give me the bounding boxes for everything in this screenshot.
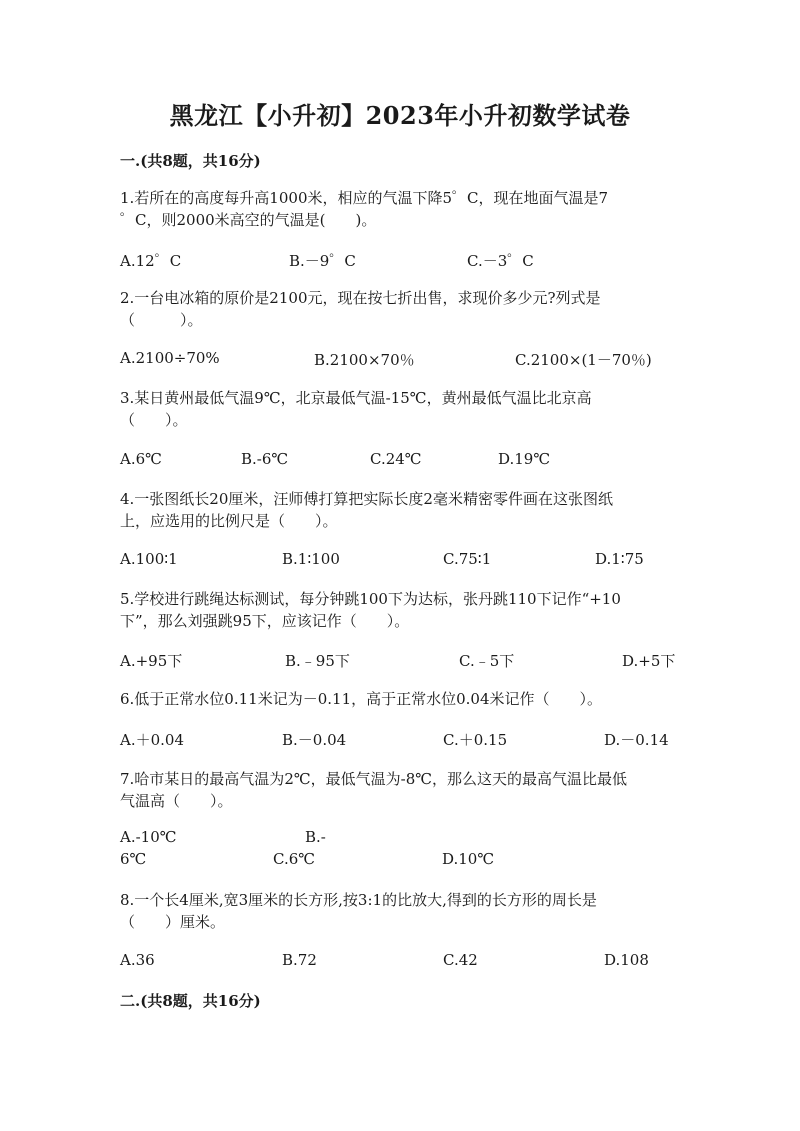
question-7-line-2: 气温高（ ）。 [120, 792, 233, 810]
question-6-option-b: B.－0.04 [282, 731, 347, 749]
question-8-option-d: D.108 [604, 951, 649, 969]
question-5-line-1: 5.学校进行跳绳达标测试，每分钟跳100下为达标，张丹跳110下记作“+10 [120, 590, 621, 608]
question-1-option-c: C.－3゜C [467, 252, 534, 270]
question-1-line-2: ゜C，则2000米高空的气温是( )。 [120, 211, 377, 229]
question-5-option-c: C.﹣5下 [459, 652, 515, 670]
question-5-option-d: D.+5下 [622, 652, 676, 670]
question-5-option-b: B.﹣95下 [285, 652, 350, 670]
question-4-line-2: 上，应选用的比例尺是（ ）。 [120, 512, 338, 530]
question-2-option-c: C.2100×(1－70％) [515, 351, 652, 369]
question-7-line-1: 7.哈市某日的最高气温为2℃，最低气温为-8℃，那么这天的最高气温比最低 [120, 770, 628, 788]
question-3-option-c: C.24℃ [370, 450, 422, 468]
question-2-line-1: 2.一台电冰箱的原价是2100元，现在按七折出售，求现价多少元?列式是 [120, 289, 601, 307]
question-4-option-c: C.75∶1 [443, 550, 492, 568]
question-6-option-d: D.－0.14 [604, 731, 669, 749]
question-7-option-a: A.-10℃ [120, 828, 177, 846]
question-8-line-2: （ ）厘米。 [120, 913, 226, 931]
question-2-option-b: B.2100×70％ [314, 351, 415, 369]
question-8-line-1: 8.一个长4厘米,宽3厘米的长方形,按3:1的比放大,得到的长方形的周长是 [120, 891, 597, 909]
question-1-option-b: B.－9゜C [289, 252, 356, 270]
question-7-option-b-start: B.- [305, 828, 326, 846]
question-8-option-c: C.42 [443, 951, 478, 969]
question-4-option-a: A.100∶1 [120, 550, 178, 568]
question-3-option-a: A.6℃ [120, 450, 162, 468]
question-8-option-b: B.72 [282, 951, 317, 969]
question-8-option-a: A.36 [120, 951, 155, 969]
question-4-option-b: B.1∶100 [282, 550, 340, 568]
question-6-option-a: A.＋0.04 [120, 731, 184, 749]
question-3-option-b: B.-6℃ [241, 450, 289, 468]
page-title: 黑龙江【小升初】2023年小升初数学试卷 [169, 101, 631, 130]
section-heading-2: 二.(共8题，共16分) [120, 992, 261, 1010]
question-1-line-1: 1.若所在的高度每升高1000米，相应的气温下降5゜C，现在地面气温是7 [120, 189, 609, 207]
question-5-option-a: A.+95下 [120, 652, 183, 670]
question-4-option-d: D.1∶75 [595, 550, 644, 568]
question-7-option-d: D.10℃ [442, 850, 495, 868]
question-7-option-c: C.6℃ [273, 850, 316, 868]
question-4-line-1: 4.一张图纸长20厘米，汪师傅打算把实际长度2毫米精密零件画在这张图纸 [120, 490, 613, 508]
question-6-line-1: 6.低于正常水位0.11米记为－0.11，高于正常水位0.04米记作（ ）。 [120, 690, 603, 708]
question-3-option-d: D.19℃ [498, 450, 551, 468]
question-1-option-a: A.12゜C [120, 252, 182, 270]
question-3-line-1: 3.某日黄州最低气温9℃，北京最低气温-15℃，黄州最低气温比北京高 [120, 389, 592, 407]
question-7-option-b-end: 6℃ [120, 850, 147, 868]
question-3-line-2: （ ）。 [120, 411, 188, 429]
question-6-option-c: C.＋0.15 [443, 731, 508, 749]
section-heading-1: 一.(共8题，共16分) [120, 152, 261, 170]
question-2-option-a: A.2100÷70% [120, 349, 220, 367]
question-2-line-2: （ ）。 [120, 311, 203, 329]
question-5-line-2: 下”，那么刘强跳95下，应该记作（ ）。 [120, 612, 410, 630]
